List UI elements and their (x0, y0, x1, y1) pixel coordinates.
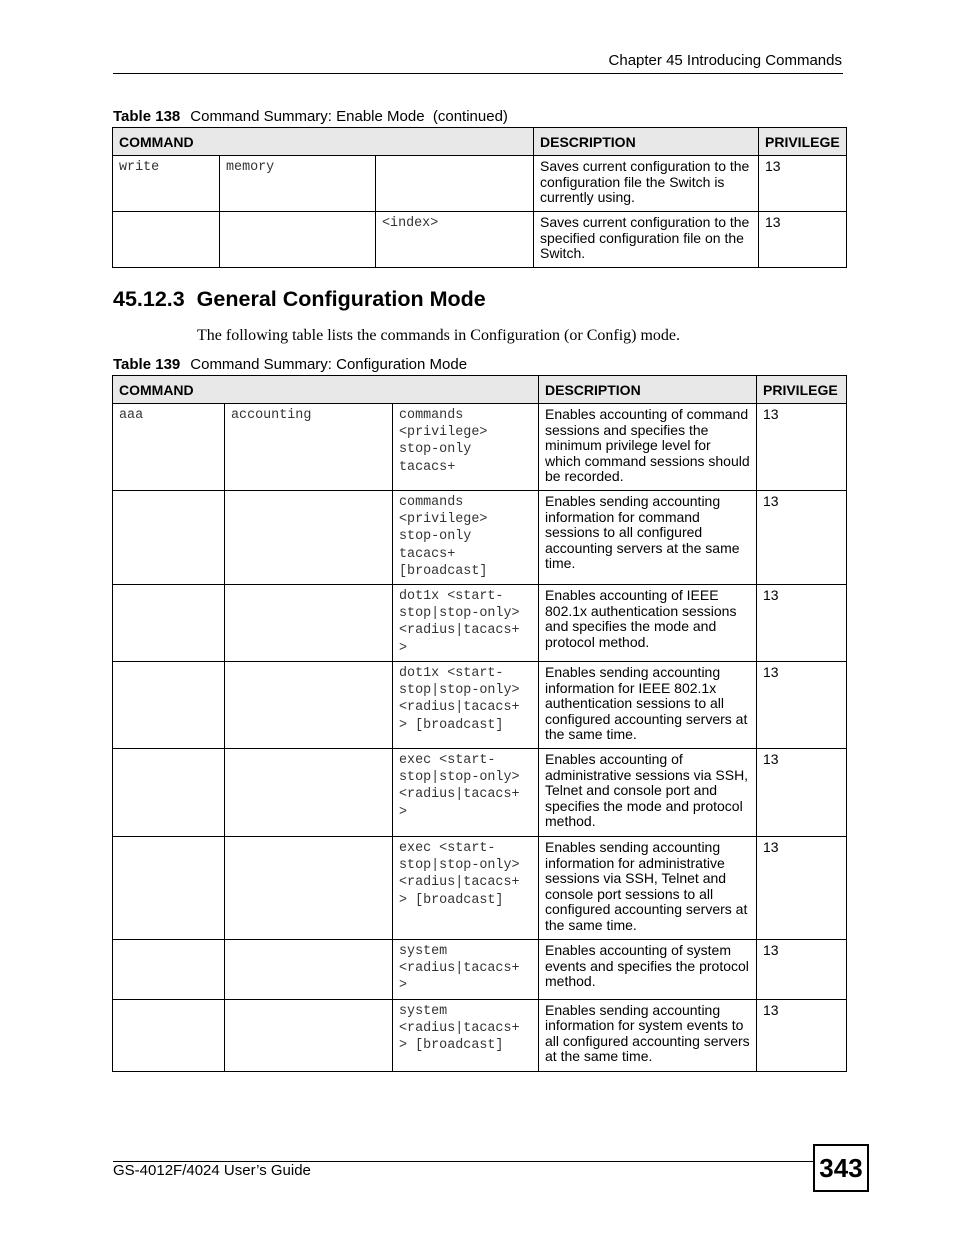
table-138 (112, 127, 847, 268)
command-cell (113, 212, 220, 268)
command-cell (113, 940, 225, 1000)
table-138-caption (113, 108, 508, 125)
argument-cell: dot1x <start- stop|stop-only> <radius|tacacs+ > (393, 585, 539, 662)
argument-cell: system <radius|tacacs+ > (393, 940, 539, 1000)
privilege-cell: 13 (757, 999, 847, 1071)
argument-cell: commands <privilege> stop-only tacacs+ [broadcast] (393, 491, 539, 585)
footer-guide-title: GS-4012F/4024 User’s Guide (113, 1162, 311, 1179)
table-row (113, 749, 847, 837)
privilege-cell: 13 (757, 585, 847, 662)
command-header: COMMAND (113, 128, 534, 156)
argument-cell: commands <privilege> stop-only tacacs+ (393, 404, 539, 491)
subcommand-cell: accounting (225, 404, 393, 491)
description-header: DESCRIPTION (539, 376, 757, 404)
privilege-cell: 13 (759, 212, 847, 268)
table-139-caption (113, 356, 467, 373)
argument-cell: dot1x <start- stop|stop-only> <radius|tacacs+ > [broadcast] (393, 662, 539, 749)
subcommand-cell (225, 837, 393, 940)
privilege-cell: 13 (757, 837, 847, 940)
table-139-body (113, 404, 847, 1072)
privilege-header: PRIVILEGE (757, 376, 847, 404)
subcommand-cell (225, 940, 393, 1000)
command-cell (113, 491, 225, 585)
table-138-title: Command Summary: Enable Mode (continued) (190, 108, 508, 125)
table-138-label: Table 138 (113, 108, 181, 125)
subcommand-cell (225, 749, 393, 837)
table-139-title: Command Summary: Configuration Mode (190, 356, 468, 373)
command-cell: aaa (113, 404, 225, 491)
description-cell: Enables sending accounting information for system events to all configured accounting servers at the same time. (539, 999, 757, 1071)
description-cell: Enables sending accounting information for IEEE 802.1x authentication sessions to all configured accounting servers at the same time. (539, 662, 757, 749)
description-cell: Enables sending accounting information for command sessions to all configured accounting servers at the same time. (539, 491, 757, 585)
argument-cell: exec <start- stop|stop-only> <radius|tacacs+ > [broadcast] (393, 837, 539, 940)
table-139-header-row (113, 376, 847, 404)
subcommand-cell (220, 212, 376, 268)
table-row (113, 940, 847, 1000)
argument-cell: <index> (376, 212, 534, 268)
privilege-cell: 13 (757, 491, 847, 585)
table-row (113, 999, 847, 1071)
table-139 (112, 375, 847, 1072)
section-title: 45.12.3 General Configuration Mode (113, 287, 486, 311)
command-cell (113, 662, 225, 749)
table-row (113, 156, 847, 212)
table-row (113, 585, 847, 662)
command-cell (113, 749, 225, 837)
table-row (113, 404, 847, 491)
table-138-body (113, 156, 847, 268)
privilege-cell: 13 (757, 404, 847, 491)
header-rule (113, 73, 843, 74)
description-cell: Enables accounting of administrative sessions via SSH, Telnet and console port and specifies the mode and protocol method. (539, 749, 757, 837)
command-header: COMMAND (113, 376, 539, 404)
table-row (113, 662, 847, 749)
argument-cell: exec <start- stop|stop-only> <radius|tacacs+ > (393, 749, 539, 837)
description-header: DESCRIPTION (534, 128, 759, 156)
table-138-header-row (113, 128, 847, 156)
command-cell (113, 837, 225, 940)
command-cell (113, 585, 225, 662)
subcommand-cell: memory (220, 156, 376, 212)
privilege-header: PRIVILEGE (759, 128, 847, 156)
section-intro: The following table lists the commands in Configuration (or Config) mode. (197, 327, 681, 344)
table-row (113, 212, 847, 268)
description-cell: Saves current configuration to the specified configuration file on the Switch. (534, 212, 759, 268)
argument-cell (376, 156, 534, 212)
subcommand-cell (225, 662, 393, 749)
table-row (113, 837, 847, 940)
description-cell: Enables accounting of command sessions and specifies the minimum privilege level for which command sessions should be recorded. (539, 404, 757, 491)
privilege-cell: 13 (759, 156, 847, 212)
privilege-cell: 13 (757, 940, 847, 1000)
argument-cell: system <radius|tacacs+ > [broadcast] (393, 999, 539, 1071)
description-cell: Enables accounting of system events and specifies the protocol method. (539, 940, 757, 1000)
privilege-cell: 13 (757, 662, 847, 749)
description-cell: Enables sending accounting information for administrative sessions via SSH, Telnet and console port sessions to all configured accounting servers at the same time. (539, 837, 757, 940)
command-cell (113, 999, 225, 1071)
subcommand-cell (225, 491, 393, 585)
privilege-cell: 13 (757, 749, 847, 837)
description-cell: Saves current configuration to the configuration file the Switch is currently using. (534, 156, 759, 212)
running-head: Chapter 45 Introducing Commands (608, 52, 842, 69)
command-cell: write (113, 156, 220, 212)
page-number: 343 (813, 1144, 869, 1192)
description-cell: Enables accounting of IEEE 802.1x authentication sessions and specifies the mode and protocol method. (539, 585, 757, 662)
table-139-label: Table 139 (113, 356, 181, 373)
table-row (113, 491, 847, 585)
subcommand-cell (225, 585, 393, 662)
subcommand-cell (225, 999, 393, 1071)
